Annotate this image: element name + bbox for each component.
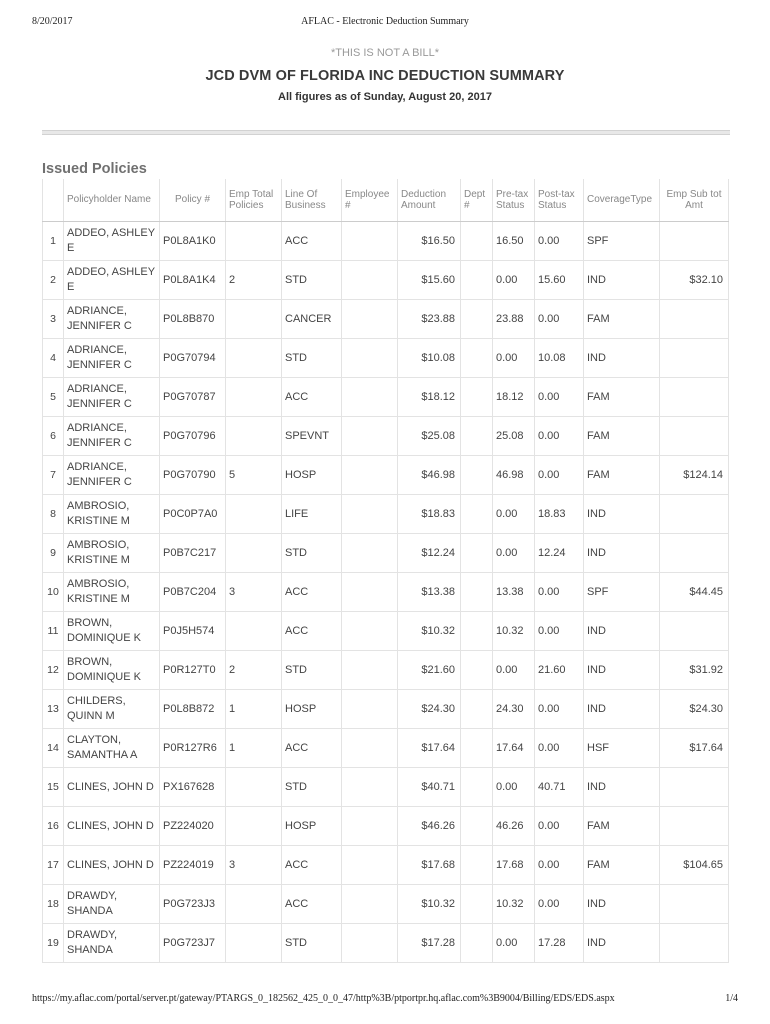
coverage-type-cell: SPF [584,222,660,261]
line-of-business-cell: SPEVNT [282,417,342,456]
policyholder-name-cell: CLINES, JOHN D [64,768,160,807]
emp-subtotal-amount-cell [660,924,729,963]
emp-total-policies-cell [226,924,282,963]
deduction-amount-cell: $15.60 [398,261,461,300]
table-row [43,885,729,924]
line-of-business-cell: CANCER [282,300,342,339]
post-tax-status-cell: 40.71 [535,768,584,807]
line-of-business-cell: LIFE [282,495,342,534]
emp-total-policies-cell [226,885,282,924]
policyholder-name-cell: DRAWDY, SHANDA [64,924,160,963]
column-header-employee-number: Employee # [342,179,398,222]
table-row [43,573,729,612]
deduction-amount-cell: $18.12 [398,378,461,417]
post-tax-status-cell: 12.24 [535,534,584,573]
post-tax-status-cell: 0.00 [535,690,584,729]
post-tax-status-cell: 17.28 [535,924,584,963]
column-header-line-of-business: Line Of Business [282,179,342,222]
pre-tax-status-cell: 0.00 [493,534,535,573]
print-page-title: AFLAC - Electronic Deduction Summary [301,16,469,27]
emp-total-policies-cell [226,768,282,807]
policy-number-cell: P0G70790 [160,456,226,495]
policy-number-cell: PX167628 [160,768,226,807]
emp-subtotal-amount-cell [660,417,729,456]
employee-number-cell [342,573,398,612]
report-subtitle: All figures as of Sunday, August 20, 2017 [278,91,492,103]
emp-subtotal-amount-cell [660,495,729,534]
emp-total-policies-cell [226,495,282,534]
table-row [43,495,729,534]
emp-subtotal-amount-cell: $31.92 [660,651,729,690]
table-row [43,612,729,651]
employee-number-cell [342,651,398,690]
line-of-business-cell: ACC [282,885,342,924]
line-of-business-cell: ACC [282,378,342,417]
policy-number-cell: P0B7C204 [160,573,226,612]
deduction-amount-cell: $10.32 [398,885,461,924]
coverage-type-cell: IND [584,651,660,690]
deduction-amount-cell: $18.83 [398,495,461,534]
pre-tax-status-cell: 18.12 [493,378,535,417]
deduction-amount-cell: $40.71 [398,768,461,807]
table-row [43,807,729,846]
line-of-business-cell: STD [282,339,342,378]
line-of-business-cell: STD [282,261,342,300]
line-of-business-cell: STD [282,924,342,963]
post-tax-status-cell: 0.00 [535,417,584,456]
policy-number-cell: P0C0P7A0 [160,495,226,534]
post-tax-status-cell: 0.00 [535,378,584,417]
emp-subtotal-amount-cell: $24.30 [660,690,729,729]
line-of-business-cell: STD [282,534,342,573]
employee-number-cell [342,924,398,963]
policyholder-name-cell: ADRIANCE, JENNIFER C [64,378,160,417]
column-header-emp-subtotal-amount: Emp Sub tot Amt [660,179,729,222]
emp-total-policies-cell: 5 [226,456,282,495]
emp-subtotal-amount-cell: $124.14 [660,456,729,495]
policy-number-cell: P0J5H574 [160,612,226,651]
emp-total-policies-cell [226,222,282,261]
employee-number-cell [342,417,398,456]
row-index: 3 [43,300,64,339]
line-of-business-cell: ACC [282,222,342,261]
dept-number-cell [461,573,493,612]
employee-number-cell [342,534,398,573]
emp-total-policies-cell [226,300,282,339]
pre-tax-status-cell: 46.98 [493,456,535,495]
deduction-amount-cell: $12.24 [398,534,461,573]
table-row [43,729,729,768]
column-header-policyholder-name: Policyholder Name [64,179,160,222]
table-row [43,456,729,495]
policy-number-cell: P0G70794 [160,339,226,378]
policyholder-name-cell: BROWN, DOMINIQUE K [64,612,160,651]
table-row [43,690,729,729]
emp-subtotal-amount-cell [660,339,729,378]
post-tax-status-cell: 10.08 [535,339,584,378]
dept-number-cell [461,417,493,456]
policyholder-name-cell: ADDEO, ASHLEY E [64,261,160,300]
policyholder-name-cell: ADRIANCE, JENNIFER C [64,456,160,495]
pre-tax-status-cell: 0.00 [493,261,535,300]
table-row [43,924,729,963]
table-row [43,339,729,378]
pre-tax-status-cell: 0.00 [493,924,535,963]
row-index: 1 [43,222,64,261]
coverage-type-cell: FAM [584,417,660,456]
pre-tax-status-cell: 0.00 [493,339,535,378]
dept-number-cell [461,612,493,651]
table-row [43,651,729,690]
emp-total-policies-cell: 2 [226,261,282,300]
table-row [43,534,729,573]
deduction-amount-cell: $17.68 [398,846,461,885]
post-tax-status-cell: 18.83 [535,495,584,534]
row-index: 5 [43,378,64,417]
emp-subtotal-amount-cell [660,885,729,924]
policyholder-name-cell: BROWN, DOMINIQUE K [64,651,160,690]
table-header-row [43,179,729,222]
dept-number-cell [461,846,493,885]
dept-number-cell [461,456,493,495]
column-header-post-tax-status: Post-tax Status [535,179,584,222]
employee-number-cell [342,222,398,261]
table-row [43,261,729,300]
emp-subtotal-amount-cell: $44.45 [660,573,729,612]
pre-tax-status-cell: 0.00 [493,495,535,534]
post-tax-status-cell: 0.00 [535,222,584,261]
deduction-amount-cell: $46.98 [398,456,461,495]
emp-subtotal-amount-cell [660,612,729,651]
employee-number-cell [342,807,398,846]
pre-tax-status-cell: 46.26 [493,807,535,846]
row-index: 2 [43,261,64,300]
employee-number-cell [342,612,398,651]
table-row [43,378,729,417]
dept-number-cell [461,261,493,300]
pre-tax-status-cell: 23.88 [493,300,535,339]
policies-table-body [43,222,729,963]
policyholder-name-cell: CLINES, JOHN D [64,807,160,846]
row-index: 7 [43,456,64,495]
table-row [43,300,729,339]
coverage-type-cell: IND [584,690,660,729]
policy-number-cell: P0G70796 [160,417,226,456]
section-divider [42,130,730,135]
post-tax-status-cell: 15.60 [535,261,584,300]
column-header-dept-number: Dept # [461,179,493,222]
employee-number-cell [342,885,398,924]
post-tax-status-cell: 0.00 [535,456,584,495]
emp-subtotal-amount-cell [660,768,729,807]
policy-number-cell: P0G723J3 [160,885,226,924]
policy-number-cell: P0L8A1K4 [160,261,226,300]
emp-total-policies-cell [226,612,282,651]
policyholder-name-cell: DRAWDY, SHANDA [64,885,160,924]
coverage-type-cell: FAM [584,300,660,339]
employee-number-cell [342,300,398,339]
line-of-business-cell: STD [282,651,342,690]
table-row [43,222,729,261]
post-tax-status-cell: 21.60 [535,651,584,690]
coverage-type-cell: FAM [584,846,660,885]
coverage-type-cell: IND [584,534,660,573]
emp-total-policies-cell [226,339,282,378]
policyholder-name-cell: ADRIANCE, JENNIFER C [64,417,160,456]
print-footer-url: https://my.aflac.com/portal/server.pt/gateway/PTARGS_0_182562_425_0_0_47/http%3B/ptportpr.hq.aflac.com%3B9004/Billing/EDS/EDS.aspx [32,993,615,1004]
page-number: 1/4 [725,993,738,1004]
deduction-amount-cell: $10.08 [398,339,461,378]
row-index: 19 [43,924,64,963]
policyholder-name-cell: ADDEO, ASHLEY E [64,222,160,261]
pre-tax-status-cell: 17.64 [493,729,535,768]
employee-number-cell [342,768,398,807]
employee-number-cell [342,378,398,417]
dept-number-cell [461,885,493,924]
coverage-type-cell: IND [584,885,660,924]
column-header-pre-tax-status: Pre-tax Status [493,179,535,222]
dept-number-cell [461,339,493,378]
dept-number-cell [461,924,493,963]
dept-number-cell [461,300,493,339]
deduction-amount-cell: $10.32 [398,612,461,651]
coverage-type-cell: IND [584,261,660,300]
coverage-type-cell: IND [584,612,660,651]
emp-subtotal-amount-cell [660,807,729,846]
coverage-type-cell: SPF [584,573,660,612]
table-row [43,846,729,885]
row-index: 10 [43,573,64,612]
pre-tax-status-cell: 25.08 [493,417,535,456]
policy-number-cell: P0G723J7 [160,924,226,963]
table-row [43,417,729,456]
emp-total-policies-cell: 3 [226,846,282,885]
row-index: 18 [43,885,64,924]
policyholder-name-cell: AMBROSIO, KRISTINE M [64,495,160,534]
policyholder-name-cell: CHILDERS, QUINN M [64,690,160,729]
emp-subtotal-amount-cell: $17.64 [660,729,729,768]
line-of-business-cell: ACC [282,612,342,651]
post-tax-status-cell: 0.00 [535,846,584,885]
dept-number-cell [461,222,493,261]
row-index: 9 [43,534,64,573]
emp-subtotal-amount-cell [660,534,729,573]
pre-tax-status-cell: 24.30 [493,690,535,729]
coverage-type-cell: FAM [584,807,660,846]
line-of-business-cell: ACC [282,573,342,612]
pre-tax-status-cell: 10.32 [493,612,535,651]
policy-number-cell: P0L8A1K0 [160,222,226,261]
table-row [43,768,729,807]
dept-number-cell [461,378,493,417]
emp-total-policies-cell: 1 [226,690,282,729]
row-index: 16 [43,807,64,846]
emp-subtotal-amount-cell [660,222,729,261]
post-tax-status-cell: 0.00 [535,612,584,651]
line-of-business-cell: HOSP [282,690,342,729]
column-header-policy-number: Policy # [160,179,226,222]
column-header-deduction-amount: Deduction Amount [398,179,461,222]
line-of-business-cell: ACC [282,846,342,885]
column-header-coverage-type: CoverageType [584,179,660,222]
line-of-business-cell: HOSP [282,807,342,846]
coverage-type-cell: IND [584,339,660,378]
print-date: 8/20/2017 [32,16,73,27]
policyholder-name-cell: AMBROSIO, KRISTINE M [64,573,160,612]
emp-subtotal-amount-cell: $104.65 [660,846,729,885]
emp-total-policies-cell [226,417,282,456]
coverage-type-cell: FAM [584,456,660,495]
coverage-type-cell: FAM [584,378,660,417]
pre-tax-status-cell: 17.68 [493,846,535,885]
row-index: 11 [43,612,64,651]
row-index: 8 [43,495,64,534]
dept-number-cell [461,768,493,807]
pre-tax-status-cell: 10.32 [493,885,535,924]
emp-total-policies-cell: 2 [226,651,282,690]
emp-total-policies-cell: 3 [226,573,282,612]
dept-number-cell [461,807,493,846]
deduction-amount-cell: $17.28 [398,924,461,963]
pre-tax-status-cell: 0.00 [493,768,535,807]
coverage-type-cell: IND [584,495,660,534]
employee-number-cell [342,729,398,768]
employee-number-cell [342,495,398,534]
employee-number-cell [342,690,398,729]
policyholder-name-cell: CLINES, JOHN D [64,846,160,885]
dept-number-cell [461,651,493,690]
row-index: 6 [43,417,64,456]
dept-number-cell [461,690,493,729]
employee-number-cell [342,456,398,495]
policy-number-cell: P0R127T0 [160,651,226,690]
deduction-amount-cell: $16.50 [398,222,461,261]
deduction-amount-cell: $23.88 [398,300,461,339]
deduction-amount-cell: $24.30 [398,690,461,729]
emp-total-policies-cell [226,378,282,417]
policy-number-cell: P0R127R6 [160,729,226,768]
policyholder-name-cell: CLAYTON, SAMANTHA A [64,729,160,768]
deduction-amount-cell: $13.38 [398,573,461,612]
row-index: 15 [43,768,64,807]
policyholder-name-cell: ADRIANCE, JENNIFER C [64,339,160,378]
section-title-issued-policies: Issued Policies [42,161,147,177]
row-index: 4 [43,339,64,378]
emp-subtotal-amount-cell [660,378,729,417]
row-index: 14 [43,729,64,768]
policyholder-name-cell: AMBROSIO, KRISTINE M [64,534,160,573]
policy-number-cell: PZ224020 [160,807,226,846]
deduction-amount-cell: $17.64 [398,729,461,768]
emp-subtotal-amount-cell: $32.10 [660,261,729,300]
not-a-bill-notice: *THIS IS NOT A BILL* [330,47,439,59]
deduction-amount-cell: $25.08 [398,417,461,456]
policy-number-cell: P0L8B870 [160,300,226,339]
employee-number-cell [342,339,398,378]
row-index: 13 [43,690,64,729]
employee-number-cell [342,261,398,300]
line-of-business-cell: ACC [282,729,342,768]
dept-number-cell [461,534,493,573]
post-tax-status-cell: 0.00 [535,300,584,339]
post-tax-status-cell: 0.00 [535,573,584,612]
deduction-amount-cell: $21.60 [398,651,461,690]
pre-tax-status-cell: 0.00 [493,651,535,690]
policy-number-cell: PZ224019 [160,846,226,885]
post-tax-status-cell: 0.00 [535,807,584,846]
pre-tax-status-cell: 16.50 [493,222,535,261]
row-index: 12 [43,651,64,690]
deduction-amount-cell: $46.26 [398,807,461,846]
line-of-business-cell: HOSP [282,456,342,495]
policyholder-name-cell: ADRIANCE, JENNIFER C [64,300,160,339]
post-tax-status-cell: 0.00 [535,885,584,924]
pre-tax-status-cell: 13.38 [493,573,535,612]
dept-number-cell [461,495,493,534]
emp-total-policies-cell [226,807,282,846]
issued-policies-table [42,179,729,963]
line-of-business-cell: STD [282,768,342,807]
policy-number-cell: P0B7C217 [160,534,226,573]
coverage-type-cell: IND [584,924,660,963]
emp-total-policies-cell: 1 [226,729,282,768]
policy-number-cell: P0L8B872 [160,690,226,729]
emp-total-policies-cell [226,534,282,573]
dept-number-cell [461,729,493,768]
coverage-type-cell: IND [584,768,660,807]
post-tax-status-cell: 0.00 [535,729,584,768]
column-header-emp-total-policies: Emp Total Policies [226,179,282,222]
emp-subtotal-amount-cell [660,300,729,339]
row-index: 17 [43,846,64,885]
employee-number-cell [342,846,398,885]
policy-number-cell: P0G70787 [160,378,226,417]
coverage-type-cell: HSF [584,729,660,768]
report-title: JCD DVM OF FLORIDA INC DEDUCTION SUMMARY [205,68,565,84]
column-header-index [43,179,64,222]
